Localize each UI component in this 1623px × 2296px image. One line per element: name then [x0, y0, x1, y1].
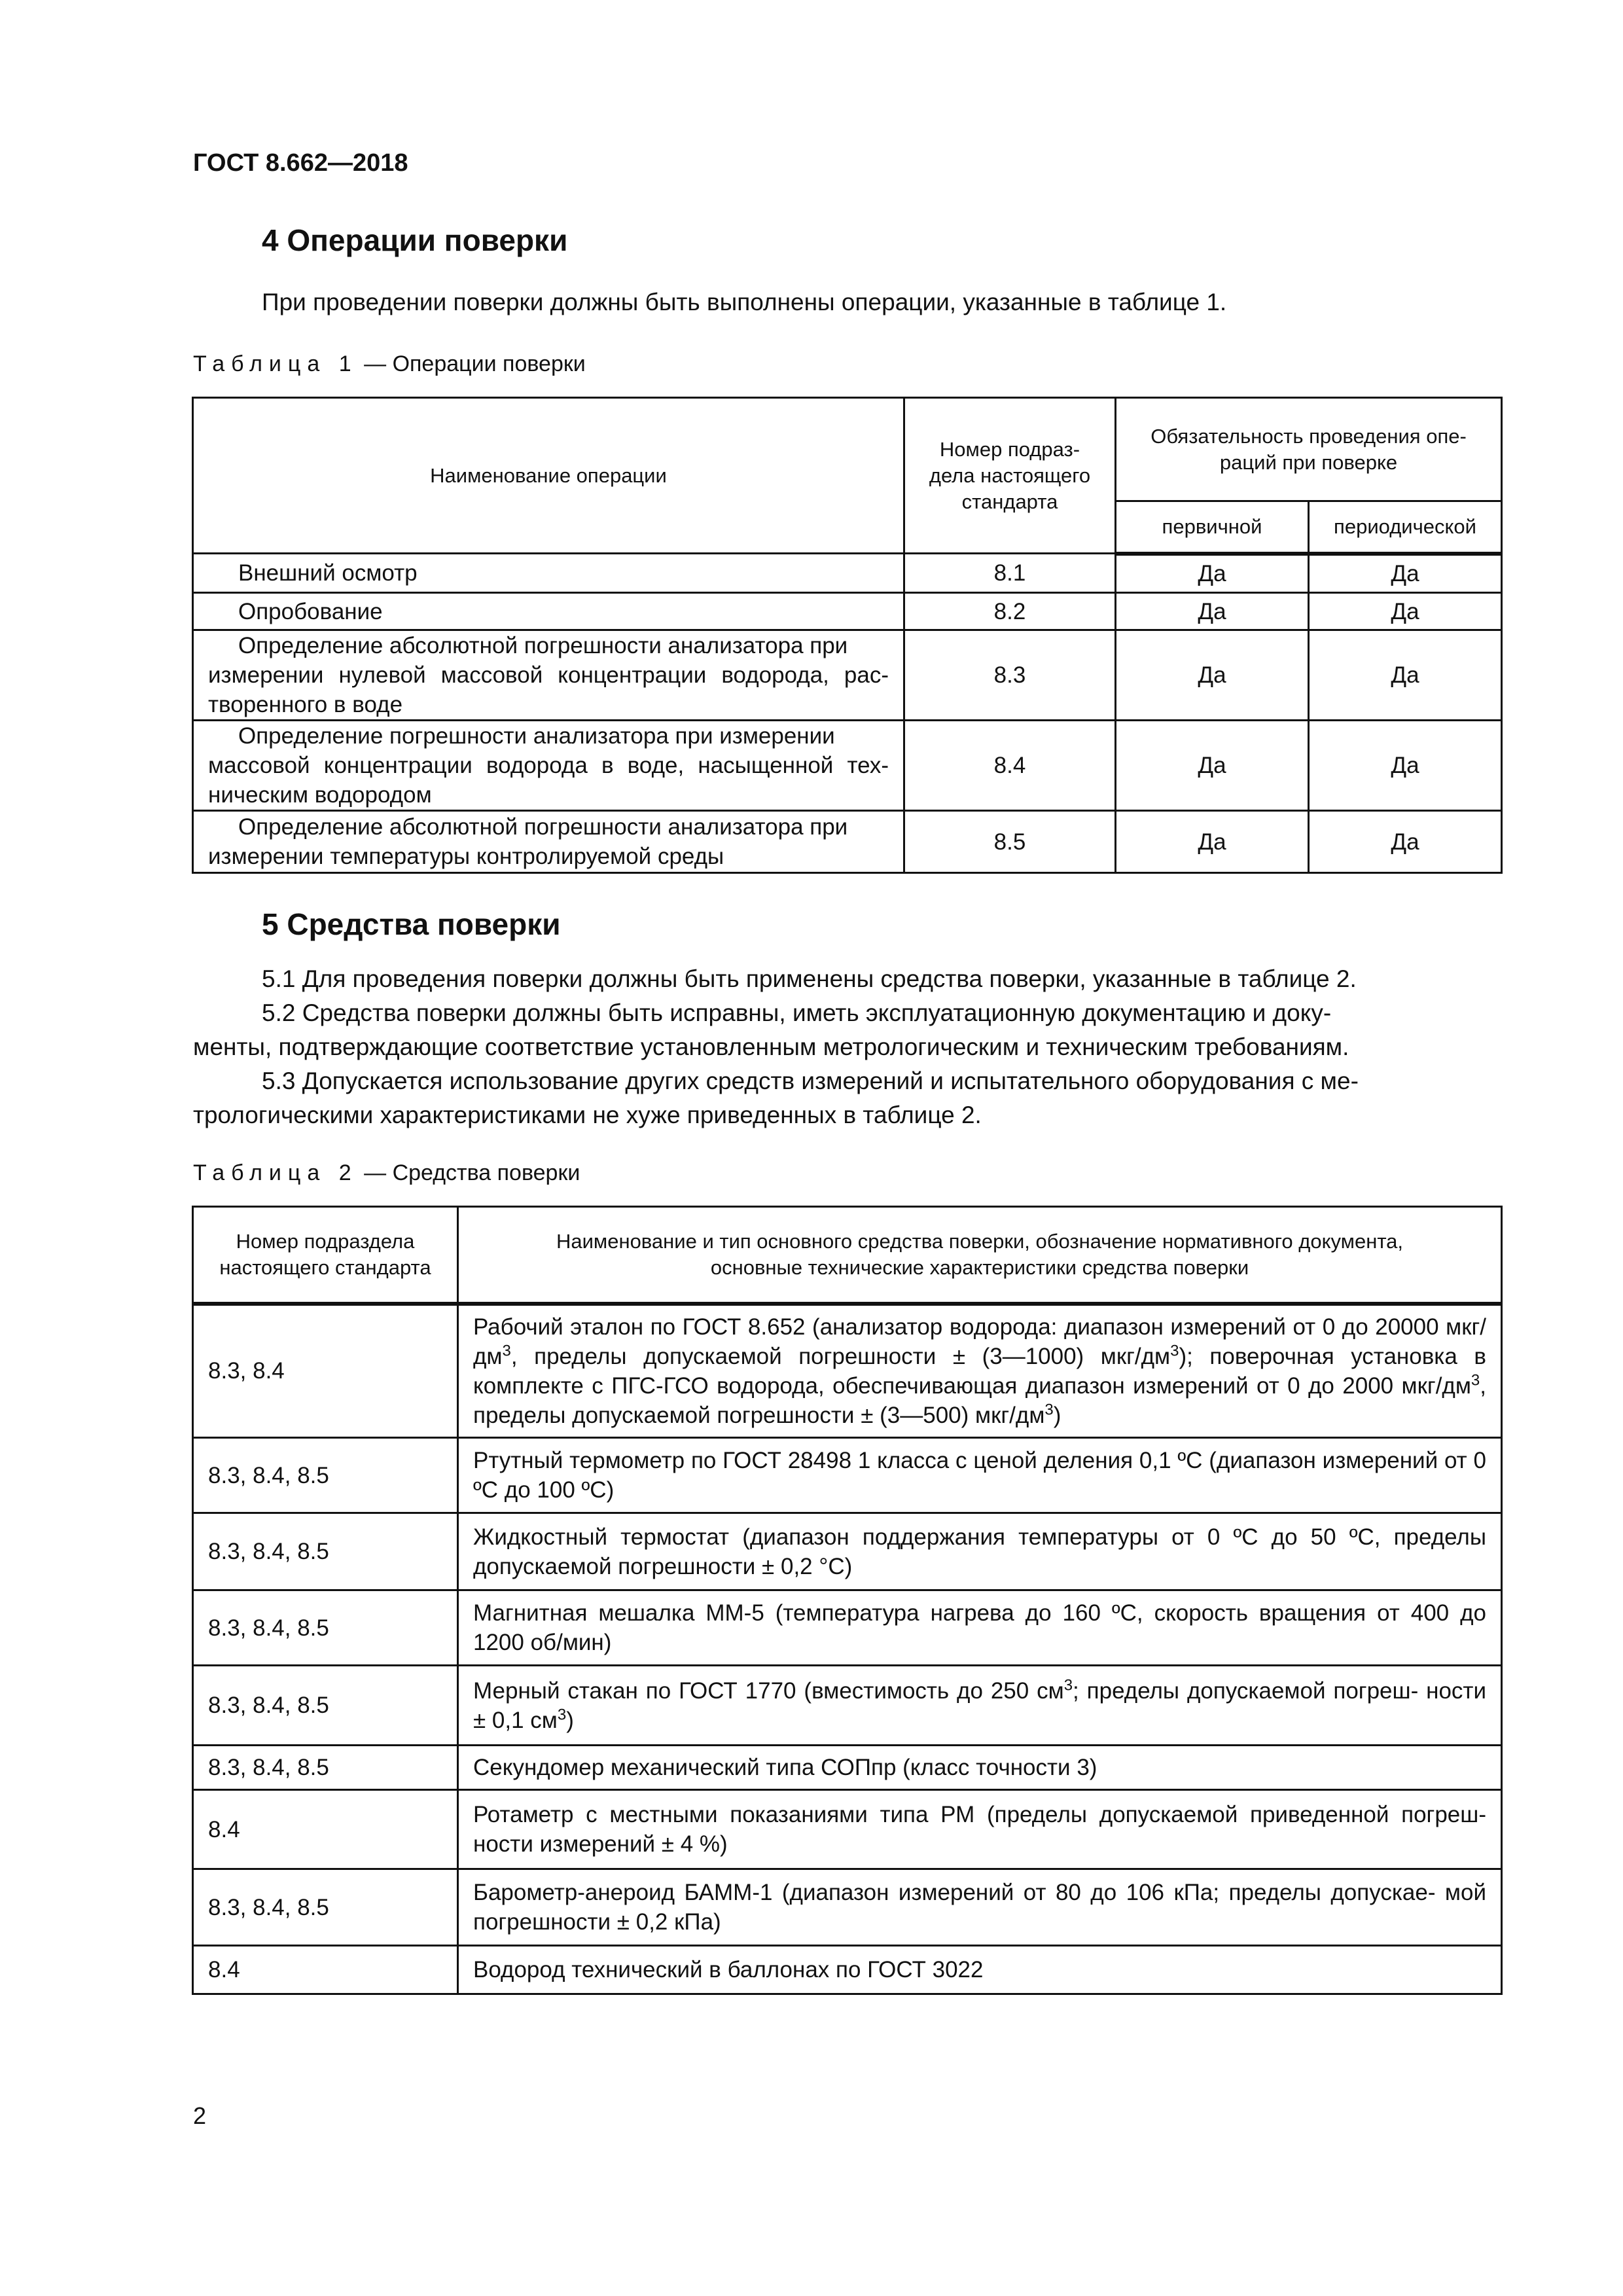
t1-r2-name: Опробование: [238, 598, 383, 624]
para-5-3-line1: 5.3 Допускается использование других средств измерений и испытательного оборудования с ме-: [262, 1067, 1359, 1094]
table-2-caption-label: Таблица 2: [193, 1160, 358, 1185]
table-row: [193, 1790, 1502, 1869]
table-row: [193, 1666, 1502, 1746]
table-row: [193, 721, 1502, 811]
t1-r5-periodic: Да: [1309, 811, 1502, 873]
t1-head-section-l2: дела настоящего: [929, 463, 1091, 487]
t1-r4-num: 8.4: [904, 721, 1116, 811]
table-row: [193, 630, 1502, 721]
t2-head-num-l2: настоящего стандарта: [219, 1255, 431, 1279]
t2-r9-num: 8.4: [193, 1946, 458, 1994]
t2-head-num: [193, 1207, 458, 1304]
table-row: [193, 1438, 1502, 1513]
t2-r6-desc: Секундомер механический типа СОПпр (класс точности 3): [458, 1746, 1502, 1790]
t2-head-num-l1: Номер подраздела: [236, 1229, 415, 1253]
table-2: [192, 1206, 1503, 1995]
t2-r6-num: 8.3, 8.4, 8.5: [193, 1746, 458, 1790]
t1-r5-num: 8.5: [904, 811, 1116, 873]
t1-r1-name: Внешний осмотр: [238, 560, 418, 586]
t2-r3-num: 8.3, 8.4, 8.5: [193, 1513, 458, 1590]
table-row: [193, 593, 1502, 630]
t1-r2-periodic: Да: [1309, 593, 1502, 630]
t1-r4-primary: Да: [1116, 721, 1309, 811]
t1-head-periodic: периодической: [1309, 501, 1502, 554]
section-5-title: 5 Средства поверки: [262, 907, 561, 941]
t2-r3-desc: Жидкостный термостат (диапазон поддержания температуры от 0 ºС до 50 ºС, пределы допускаемой погрешности ± 0,2 °С): [458, 1513, 1502, 1590]
t1-r3-name-rest: измерении нулевой массовой концентрации водорода, рас- творенного в воде: [208, 662, 889, 717]
table-2-caption-text: — Средства поверки: [364, 1160, 580, 1185]
table-1-caption-label: Таблица 1: [193, 351, 358, 376]
t2-r7-num: 8.4: [193, 1790, 458, 1869]
t1-r3-primary: Да: [1116, 630, 1309, 721]
table-1: [192, 397, 1503, 874]
t1-r3-num: 8.3: [904, 630, 1116, 721]
t1-head-section-l1: Номер подраз-: [939, 437, 1080, 461]
t1-r5-primary: Да: [1116, 811, 1309, 873]
t2-r1-desc: Рабочий эталон по ГОСТ 8.652 (анализатор водорода: диапазон измерений от 0 до 20000 мкг/$дм^3$, пределы допускаемой погрешности ± (3—1000) мкг/$дм^3$); поверочная установка в комплекте с ПГС-ГСО водорода, обеспечивающая диапазон измерений от 0 до 2000 мкг/$дм^3$, пределы допускаемой погрешности ± (3—500) мкг/$дм^3$): [458, 1304, 1502, 1438]
t1-r2-num: 8.2: [904, 593, 1116, 630]
table-row: [193, 1513, 1502, 1590]
t2-r5-num: 8.3, 8.4, 8.5: [193, 1666, 458, 1746]
t1-head-name: Наименование операции: [193, 398, 904, 554]
para-5-2-line1: 5.2 Средства поверки должны быть исправны, иметь эксплуатационную документацию и доку-: [262, 999, 1332, 1026]
t2-r2-num: 8.3, 8.4, 8.5: [193, 1438, 458, 1513]
page-number: 2: [193, 2102, 207, 2129]
table-2-caption: [193, 1160, 580, 1186]
document-header: ГОСТ 8.662—2018: [193, 149, 408, 177]
t2-r9-desc: Водород технический в баллонах по ГОСТ 3022: [458, 1946, 1502, 1994]
t1-r1-num: 8.1: [904, 554, 1116, 593]
t1-r5-name-rest: измерении температуры контролируемой среды: [208, 844, 724, 869]
t1-r3-name-l1: Определение абсолютной погрешности анализатора при: [238, 633, 848, 658]
t1-r3-periodic: Да: [1309, 630, 1502, 721]
t1-head-primary: первичной: [1116, 501, 1309, 554]
t2-r8-desc: Барометр-анероид БАММ-1 (диапазон измерений от 80 до 106 кПа; пределы допускае- мой погрешности ± 0,2 кПа): [458, 1869, 1502, 1946]
section-4-title: 4 Операции поверки: [262, 223, 568, 257]
t2-head-desc-l1: Наименование и тип основного средства поверки, обозначение нормативного документа,: [556, 1229, 1404, 1253]
t1-r4-name-rest: массовой концентрации водорода в воде, насыщенной тех- ническим водородом: [208, 753, 889, 808]
t2-r4-num: 8.3, 8.4, 8.5: [193, 1590, 458, 1666]
t2-r8-num: 8.3, 8.4, 8.5: [193, 1869, 458, 1946]
t1-head-section: [904, 398, 1116, 554]
t2-r4-desc: Магнитная мешалка ММ-5 (температура нагрева до 160 ºС, скорость вращения от 400 до 1200 об/мин): [458, 1590, 1502, 1666]
table-row: [193, 1590, 1502, 1666]
table-row: [193, 554, 1502, 593]
table-1-caption: [193, 351, 586, 377]
t2-head-desc: [458, 1207, 1502, 1304]
t1-head-mandatory-l2: раций при поверке: [1219, 450, 1398, 474]
t2-head-desc-l2: основные технические характеристики средства поверки: [710, 1255, 1249, 1279]
table-row: [193, 1869, 1502, 1946]
t1-r5-name-l1: Определение абсолютной погрешности анализатора при: [238, 814, 848, 840]
t2-r1-num: 8.3, 8.4: [193, 1304, 458, 1438]
t1-r4-periodic: Да: [1309, 721, 1502, 811]
section-4-intro: При проведении поверки должны быть выполнены операции, указанные в таблице 1.: [262, 289, 1227, 315]
table-row: [193, 1746, 1502, 1790]
t1-head-mandatory: [1116, 398, 1502, 501]
para-5-2-line2: менты, подтверждающие соответствие установленным метрологическим и техническим требованиям.: [193, 1033, 1349, 1060]
t1-r4-name-l1: Определение погрешности анализатора при измерении: [238, 723, 835, 749]
t2-r7-desc: Ротаметр с местными показаниями типа РМ (пределы допускаемой приведенной погреш- ности измерений ± 4 %): [458, 1790, 1502, 1869]
t2-r5-desc: Мерный стакан по ГОСТ 1770 (вместимость до 250 $см^3$; пределы допускаемой погреш- ности ± 0,1 $см^3$): [458, 1666, 1502, 1746]
t1-head-mandatory-l1: Обязательность проведения опе-: [1150, 424, 1467, 448]
t1-r1-primary: Да: [1116, 554, 1309, 593]
t1-head-section-l3: стандарта: [961, 490, 1058, 513]
table-row: [193, 1304, 1502, 1438]
para-5-1: 5.1 Для проведения поверки должны быть применены средства поверки, указанные в таблице 2.: [262, 965, 1357, 992]
table-row: [193, 811, 1502, 873]
table-row: [193, 1946, 1502, 1994]
t1-r1-periodic: Да: [1309, 554, 1502, 593]
t1-r2-primary: Да: [1116, 593, 1309, 630]
table-1-caption-text: — Операции поверки: [364, 351, 586, 376]
t2-r2-desc: Ртутный термометр по ГОСТ 28498 1 класса с ценой деления 0,1 ºС (диапазон измерений от 0 ºС до 100 ºС): [458, 1438, 1502, 1513]
para-5-3-line2: трологическими характеристиками не хуже приведенных в таблице 2.: [193, 1102, 982, 1128]
